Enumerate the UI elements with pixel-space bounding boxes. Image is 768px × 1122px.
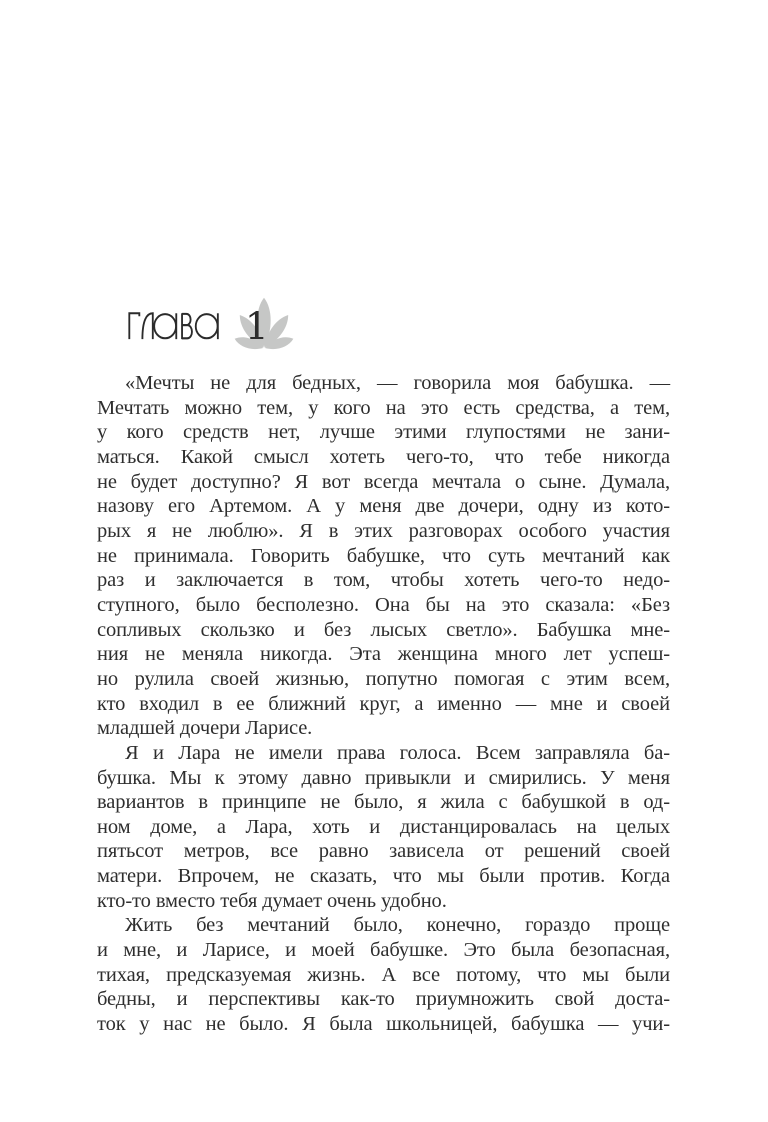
text-line: ния не меняла никогда. Эта женщина много лет успеш- [97,643,670,666]
text-line: Жить без мечтаний было, конечно, гораздо проще [125,914,670,937]
text-line: тихая, предсказуемая жизнь. А все потому, что мы были [97,963,670,986]
text-line: кто-то вместо тебя думает очень удобно. [97,889,447,912]
text-line: ном доме, а Лара, хоть и дистанцировалась на целых [97,815,670,838]
text-line: и мне, и Ларисе, и моей бабушке. Это была безопасная, [97,939,670,962]
text-line: Мечтать можно тем, у кого на это есть средства, а тем, [97,396,670,419]
chapter-title-lettering [127,312,224,340]
chapter-number: 1 [245,305,269,348]
text-line: раз и заключается в том, чтобы хотеть чего-то недо- [97,569,670,592]
paragraph [97,371,670,741]
text-line: не принимала. Говорить бабушке, что суть мечтаний как [97,544,670,567]
text-line: не будет доступно? Я вот всегда мечтала о сыне. Думала, [97,470,670,493]
text-line: кто входил в ее ближний круг, а именно — мне и своей [97,692,670,715]
text-line: ступного, было бесполезно. Она бы на это сказала: «Без [97,593,670,616]
text-line: но рулила своей жизнью, попутно помогая с этим всем, [97,667,670,690]
text-line: ток у нас не было. Я была школьницей, бабушка — учи- [97,1013,670,1036]
text-line: «Мечты не для бедных, — говорила моя бабушка. — [125,372,670,394]
text-line: вариантов в принципе не было, я жила с бабушкой в од- [97,791,670,814]
body-text [97,371,670,1037]
text-line: бушка. Мы к этому давно привыкли и смирились. У меня [97,766,670,789]
text-line: назову его Артемом. А у меня две дочери, одну из кото- [97,495,670,518]
paragraph [97,913,670,1036]
text-line: маться. Какой смысл хотеть чего-то, что тебе никогда [97,445,670,468]
chapter-title-text [0,0,1,1]
text-line: рых я не люблю». Я в этих разговорах особого участия [97,519,670,542]
text-line: пятьсот метров, все равно зависела от решений своей [97,840,670,863]
text-line: у кого средств нет, лучше этими глупостями не зани- [97,421,670,444]
text-line: матери. Впрочем, не сказать, что мы были против. Когда [97,865,670,888]
text-line: Я и Лара не имели права голоса. Всем заправляла ба- [125,741,670,764]
paragraph [97,741,670,914]
text-line: бедны, и перспективы как-то приумножить свой доста- [97,988,670,1011]
text-line: младшей дочери Ларисе. [97,717,313,740]
text-line: сопливых скользко и без лысых светло». Бабушка мне- [97,618,670,641]
